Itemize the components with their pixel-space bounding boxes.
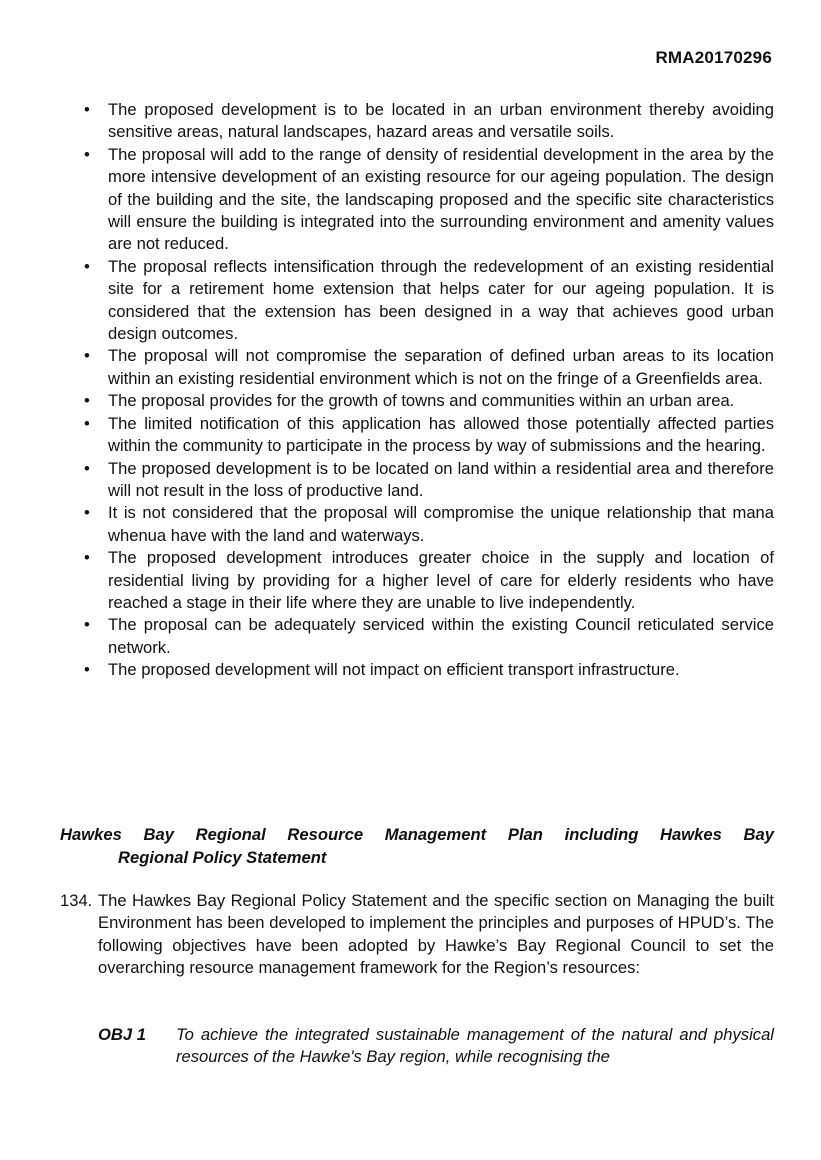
- bullet-icon: •: [84, 660, 90, 680]
- bullet-text: The proposal reflects intensification through the redevelopment of an existing residential site for a retirement home extension that helps cater for our ageing population. It is considered that the extension has been designed in a way that achieves good urban design outcomes.: [108, 256, 774, 344]
- objective-text: To achieve the integrated sustainable management of the natural and physical resources of the Hawke's Bay region, while recognising the: [176, 1025, 774, 1067]
- list-item: [84, 99, 774, 144]
- bullet-text: The limited notification of this application has allowed those potentially affected parties within the community to participate in the process by way of submissions and the hearing.: [108, 413, 774, 456]
- bullet-icon: •: [84, 346, 90, 366]
- list-item: [84, 502, 774, 547]
- list-item: [84, 256, 774, 346]
- bullet-icon: •: [84, 503, 90, 523]
- paragraph-text: The Hawkes Bay Regional Policy Statement and the specific section on Managing the built Environment has been developed to implement the principles and purposes of HPUD’s. The following objectives have been adopted by Hawke’s Bay Regional Council to set the overarching resource management framework for the Region’s resources:: [98, 891, 774, 978]
- list-item: [84, 614, 774, 659]
- reference-number: RMA20170296: [655, 48, 772, 67]
- list-item: [84, 547, 774, 614]
- bullet-text: The proposal provides for the growth of towns and communities within an urban area.: [108, 391, 735, 411]
- bullet-text: The proposed development introduces greater choice in the supply and location of residential living by providing for a higher level of care for elderly residents who have reached a stage in their life where they are unable to live independently.: [108, 548, 774, 612]
- bullet-icon: •: [84, 548, 90, 568]
- bullet-icon: •: [84, 458, 90, 478]
- bullet-text: The proposal will not compromise the separation of defined urban areas to its location within an existing residential environment which is not on the fringe of a Greenfields area.: [108, 346, 774, 388]
- list-item: [84, 144, 774, 256]
- bullet-icon: •: [84, 615, 90, 635]
- bullet-text: The proposal can be adequately serviced within the existing Council reticulated service network.: [108, 615, 774, 657]
- objective-entry: [98, 1024, 774, 1069]
- bullet-icon: •: [84, 100, 90, 119]
- numbered-paragraph: [60, 890, 774, 980]
- bullet-text: The proposed development will not impact on efficient transport infrastructure.: [108, 660, 680, 680]
- bullet-icon: •: [84, 256, 90, 276]
- bullet-text: The proposed development is to be located on land within a residential area and therefore will not result in the loss of productive land.: [108, 458, 774, 500]
- bullet-icon: •: [84, 144, 90, 164]
- section-heading: [60, 823, 774, 869]
- bullet-text: It is not considered that the proposal will compromise the unique relationship that mana whenua have with the land and waterways.: [108, 503, 774, 545]
- bullet-text: The proposal will add to the range of density of residential development in the area by the more intensive development of an existing resource for our ageing population. The design of the building and the site, the landscaping proposed and the specific site characteristics will ensure the building is integrated into the surrounding environment and amenity values are not reduced.: [108, 144, 774, 254]
- list-item: [84, 659, 774, 681]
- list-item: [84, 390, 774, 412]
- bullet-text: The proposed development is to be located in an urban environment thereby avoiding sensitive areas, natural landscapes, hazard areas and versatile soils.: [108, 100, 774, 142]
- objective-label: OBJ 1: [98, 1025, 146, 1044]
- bullet-icon: •: [84, 413, 90, 433]
- bullet-icon: •: [84, 391, 90, 411]
- list-item: [84, 413, 774, 458]
- bullet-list: [84, 99, 774, 682]
- list-item: [84, 345, 774, 390]
- list-item: [84, 458, 774, 503]
- paragraph-number: 134.: [60, 891, 93, 910]
- section-heading-line-1: Hawkes Bay Regional Resource Management Plan including Hawkes Bay: [60, 825, 774, 844]
- section-heading-line-2: Regional Policy Statement: [118, 848, 327, 867]
